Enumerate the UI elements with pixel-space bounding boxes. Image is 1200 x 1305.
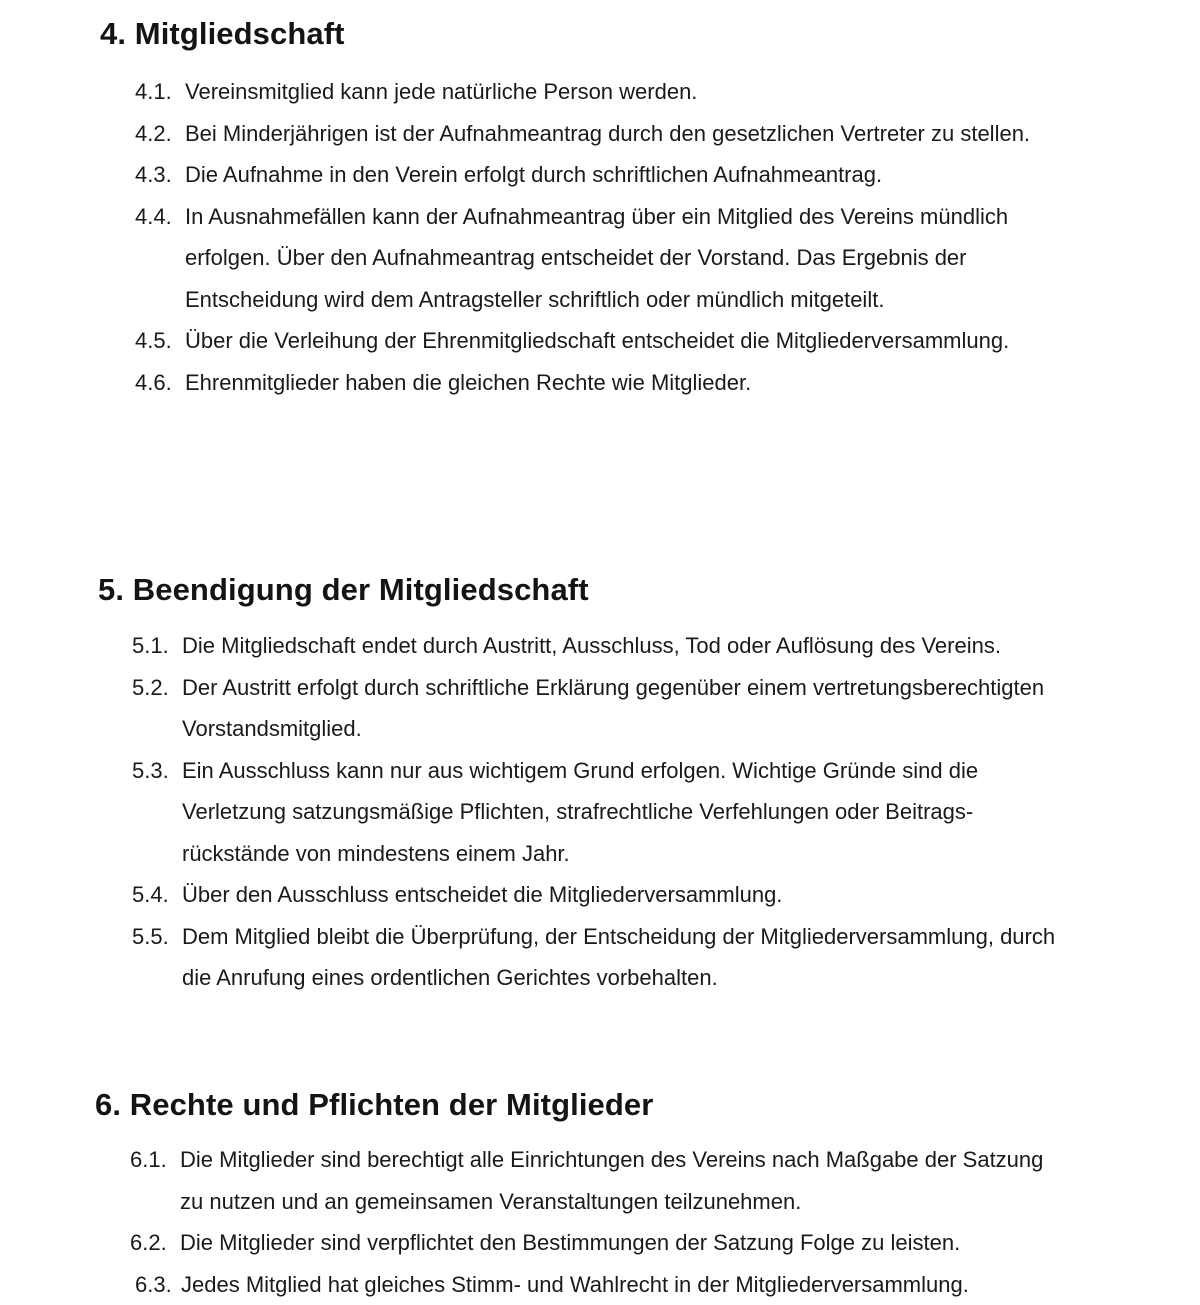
clause-item (130, 1139, 1050, 1222)
clause-number: 5.3. (132, 750, 182, 792)
clause-number: 4.1. (135, 71, 185, 113)
clause-number: 4.2. (135, 113, 185, 155)
clause-item (135, 71, 1045, 113)
section-heading: 4. Mitgliedschaft (100, 16, 1180, 52)
clause-number: 5.2. (132, 667, 182, 709)
section-heading: 6. Rechte und Pflichten der Mitglieder (95, 1087, 1175, 1123)
clause-item (132, 667, 1062, 750)
clause-text: Bei Minderjährigen ist der Aufnahmeantrag durch den gesetzlichen Vertreter zu stellen. (185, 113, 1045, 155)
clause-item (132, 750, 1062, 875)
clause-number: 6.2. (130, 1222, 180, 1264)
clause-list (132, 625, 1062, 999)
clause-text: In Ausnahmefällen kann der Aufnahmeantrag über ein Mitglied des Vereins mündlich erfolgen. Über den Aufnahmeantrag entscheidet der Vorstand. Das Ergebnis der Entscheidung wird dem Antragsteller schriftlich oder mündlich mitgeteilt. (185, 196, 1045, 321)
clause-text: Über die Verleihung der Ehrenmitgliedschaft entscheidet die Mitgliederversammlung. (185, 320, 1045, 362)
clause-item (135, 154, 1045, 196)
clause-text: Vereinsmitglied kann jede natürliche Person werden. (185, 71, 1045, 113)
section-heading: 5. Beendigung der Mitgliedschaft (98, 572, 1178, 608)
clause-number: 5.4. (132, 874, 182, 916)
clause-text: Jedes Mitglied hat gleiches Stimm- und Wahlrecht in der Mitgliederversammlung. (181, 1264, 1050, 1305)
clause-text: Dem Mitglied bleibt die Überprüfung, der Entscheidung der Mitgliederversammlung, durch die Anrufung eines ordentlichen Gerichtes vorbehalten. (182, 916, 1062, 999)
clause-item (135, 196, 1045, 321)
clause-item (135, 320, 1045, 362)
clause-item (130, 1222, 1050, 1264)
clause-text: Ein Ausschluss kann nur aus wichtigem Grund erfolgen. Wichtige Gründe sind die Verletzung satzungsmäßige Pflichten, strafrechtliche Verfehlungen oder Beitragsrückstände von mindestens einem Jahr. (182, 750, 1062, 875)
clause-number: 6.3. (135, 1264, 181, 1305)
clause-number: 6.1. (130, 1139, 180, 1181)
clause-number: 5.1. (132, 625, 182, 667)
clause-number: 4.4. (135, 196, 185, 238)
clause-list (130, 1139, 1050, 1305)
clause-list (135, 71, 1045, 403)
clause-number: 5.5. (132, 916, 182, 958)
clause-text: Die Mitgliedschaft endet durch Austritt, Ausschluss, Tod oder Auflösung des Vereins. (182, 625, 1062, 667)
clause-item (130, 1264, 1050, 1305)
section-rechte-und-pflichten (95, 1087, 1175, 1305)
clause-text: Die Aufnahme in den Verein erfolgt durch schriftlichen Aufnahmeantrag. (185, 154, 1045, 196)
clause-text: Die Mitglieder sind berechtigt alle Einrichtungen des Vereins nach Maßgabe der Satzung zu nutzen und an gemeinsamen Veranstaltungen teilzunehmen. (180, 1139, 1050, 1222)
clause-item (132, 916, 1062, 999)
clause-item (132, 874, 1062, 916)
clause-text: Der Austritt erfolgt durch schriftliche Erklärung gegenüber einem vertretungsberechtigten Vorstandsmitglied. (182, 667, 1062, 750)
clause-item (135, 113, 1045, 155)
clause-item (135, 362, 1045, 404)
clause-number: 4.3. (135, 154, 185, 196)
clause-text: Die Mitglieder sind verpflichtet den Bestimmungen der Satzung Folge zu leisten. (180, 1222, 1050, 1264)
section-mitgliedschaft (100, 16, 1180, 403)
clause-item (132, 625, 1062, 667)
clause-text: Über den Ausschluss entscheidet die Mitgliederversammlung. (182, 874, 1062, 916)
clause-text: Ehrenmitglieder haben die gleichen Rechte wie Mitglieder. (185, 362, 1045, 404)
clause-number: 4.5. (135, 320, 185, 362)
section-beendigung-der-mitgliedschaft (98, 572, 1178, 999)
clause-number: 4.6. (135, 362, 185, 404)
